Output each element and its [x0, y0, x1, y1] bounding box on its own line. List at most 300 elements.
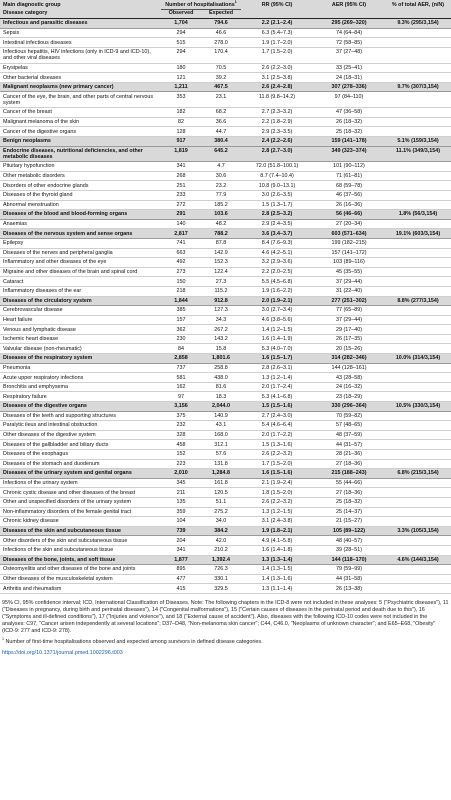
aer-cell: 295 (269–320)	[313, 19, 385, 29]
rr-cell: 1.4 (1.2–1.5)	[241, 325, 313, 335]
observed-cell: 663	[161, 248, 201, 258]
category-row	[0, 19, 451, 29]
pct-total-aer-cell	[385, 430, 451, 440]
observed-cell: 218	[161, 286, 201, 296]
footnote-doi	[2, 650, 449, 657]
aer-cell: 21 (15–27)	[313, 517, 385, 527]
header-aer: AER (95% CI)	[313, 0, 385, 9]
diagnostic-group-cell: Cataract	[0, 277, 161, 287]
expected-cell: 258.8	[201, 363, 241, 373]
rr-cell: 1.4 (1.3–1.6)	[241, 574, 313, 584]
observed-cell: 233	[161, 190, 201, 200]
aer-cell: 37 (27–48)	[313, 47, 385, 63]
rr-cell: 1.5 (1.5–1.6)	[241, 402, 313, 412]
diagnostic-group-cell: Valvular disease (non-rheumatic)	[0, 344, 161, 354]
diagnostic-group-cell: Erysipelas	[0, 63, 161, 73]
pct-total-aer-cell	[385, 411, 451, 421]
observed-cell: 895	[161, 565, 201, 575]
observed-cell: 294	[161, 28, 201, 38]
expected-cell: 794.6	[201, 19, 241, 29]
expected-cell: 127.3	[201, 306, 241, 316]
rr-cell: 8.4 (7.6–9.3)	[241, 238, 313, 248]
table-row	[0, 127, 451, 137]
table-row	[0, 545, 451, 555]
header-blank-rr	[241, 9, 313, 19]
pct-total-aer-cell	[385, 315, 451, 325]
observed-cell: 182	[161, 108, 201, 118]
observed-cell: 121	[161, 73, 201, 83]
aer-cell: 159 (141–178)	[313, 136, 385, 146]
aer-cell: 70 (59–82)	[313, 411, 385, 421]
expected-cell: 44.7	[201, 127, 241, 137]
header-hospitalisations-sup: 1	[234, 0, 237, 5]
diagnostic-group-cell: Diseases of the esophagus	[0, 450, 161, 460]
expected-cell: 1,801.6	[201, 354, 241, 364]
observed-cell: 353	[161, 92, 201, 108]
rr-cell: 1.7 (1.5–2.0)	[241, 459, 313, 469]
aer-cell: 74 (64–84)	[313, 28, 385, 38]
pct-total-aer-cell: 10.5% (330/3,154)	[385, 402, 451, 412]
aer-cell: 55 (44–66)	[313, 478, 385, 488]
expected-cell: 23.1	[201, 92, 241, 108]
expected-cell: 115.2	[201, 286, 241, 296]
expected-cell: 384.2	[201, 526, 241, 536]
expected-cell: 142.9	[201, 248, 241, 258]
diagnostic-group-cell: Inflammatory diseases of the ear	[0, 286, 161, 296]
footnote-number-sup: 1	[2, 637, 4, 642]
expected-cell: 70.5	[201, 63, 241, 73]
observed-cell: 2,010	[161, 469, 201, 479]
observed-cell: 1,704	[161, 19, 201, 29]
table-row	[0, 574, 451, 584]
diagnostic-group-cell: Diseases of the circulatory system	[0, 296, 161, 306]
pct-total-aer-cell	[385, 536, 451, 546]
rr-cell: 2.8 (2.7–3.0)	[241, 146, 313, 162]
diagnostic-group-cell: Diseases of the digestive organs	[0, 402, 161, 412]
expected-cell: 645.2	[201, 146, 241, 162]
rr-cell: 2.6 (2.2–3.2)	[241, 497, 313, 507]
rr-cell: 1.6 (1.4–1.8)	[241, 545, 313, 555]
diagnostic-group-cell: Bronchitis and emphysema	[0, 382, 161, 392]
expected-cell: 380.4	[201, 136, 241, 146]
expected-cell: 120.5	[201, 488, 241, 498]
expected-cell: 48.2	[201, 219, 241, 229]
observed-cell: 362	[161, 325, 201, 335]
aer-cell: 26 (16–36)	[313, 200, 385, 210]
expected-cell: 152.3	[201, 258, 241, 268]
rr-cell: 4.9 (4.1–5.8)	[241, 536, 313, 546]
aer-cell: 43 (28–58)	[313, 373, 385, 383]
footnote-abbreviations: 95% CI, 95% confidence interval; ICD, International Classification of Diseases. Note: The following chapters in the ICD-8 were not included in these analyses: 5 ("Psychiatric diseases"), 11 ("Diseases in pregnancy, during birth and perinatal diseases"), 14 ("Congenital malformations"), 15 ("Certain causes of diseases in the perinatal period and death due to this"), 16 ("Symptoms and ill-defined conditions"), 17 ("Injuries and violence"), and 18 ("External cause of accident"). Also, diseases with the following ICD-10 codes were not included in the analyses: C97, "Cancer arisen independently at several locations"; D37–D48, "Non-melanoma skin cancer"; C44, C46.0, "Neoplasms of unknown character"; and E65–E68, "Obesity" (ICD-9: 277 and ICD-9: 278).	[2, 599, 449, 635]
category-row	[0, 354, 451, 364]
pct-total-aer-cell	[385, 497, 451, 507]
pct-total-aer-cell	[385, 488, 451, 498]
table-row	[0, 248, 451, 258]
aer-cell: 144 (128–161)	[313, 363, 385, 373]
expected-cell: 68.2	[201, 108, 241, 118]
aer-cell: 39 (28–51)	[313, 545, 385, 555]
pct-total-aer-cell	[385, 73, 451, 83]
aer-cell: 27 (18–36)	[313, 459, 385, 469]
expected-cell: 275.2	[201, 507, 241, 517]
pct-total-aer-cell	[385, 92, 451, 108]
observed-cell: 345	[161, 478, 201, 488]
expected-cell: 161.8	[201, 478, 241, 488]
observed-cell: 581	[161, 373, 201, 383]
table-row	[0, 382, 451, 392]
expected-cell: 170.4	[201, 47, 241, 63]
observed-cell: 328	[161, 430, 201, 440]
pct-total-aer-cell	[385, 459, 451, 469]
observed-cell: 492	[161, 258, 201, 268]
observed-cell: 458	[161, 440, 201, 450]
rr-cell: 1.9 (1.8–2.1)	[241, 526, 313, 536]
diagnostic-group-cell: Acute upper respiratory infections	[0, 373, 161, 383]
rr-cell: 2.0 (1.7–2.2)	[241, 430, 313, 440]
pct-total-aer-cell: 8.8% (277/3,154)	[385, 296, 451, 306]
category-row	[0, 146, 451, 162]
rr-cell: 3.0 (2.7–3.4)	[241, 306, 313, 316]
rr-cell: 2.2 (1.8–2.9)	[241, 117, 313, 127]
rr-cell: 2.6 (2.4–2.8)	[241, 82, 313, 92]
aer-cell: 29 (17–40)	[313, 325, 385, 335]
observed-cell: 477	[161, 574, 201, 584]
aer-cell: 79 (59–99)	[313, 565, 385, 575]
observed-cell: 1,877	[161, 555, 201, 565]
rr-cell: 8.7 (7.4–10.4)	[241, 171, 313, 181]
table-row	[0, 286, 451, 296]
pct-total-aer-cell	[385, 373, 451, 383]
rr-cell: 1.6 (1.4–1.9)	[241, 334, 313, 344]
rr-cell: 3.2 (2.9–3.6)	[241, 258, 313, 268]
observed-cell: 341	[161, 545, 201, 555]
observed-cell: 341	[161, 162, 201, 172]
diagnostic-group-cell: Malignant neoplasms (new primary cancer)	[0, 82, 161, 92]
pct-total-aer-cell	[385, 450, 451, 460]
diagnostic-group-cell: Sepsis	[0, 28, 161, 38]
diagnostic-group-cell: Diseases of the urinary system and genital organs	[0, 469, 161, 479]
header-blank-aer	[313, 9, 385, 19]
table-row	[0, 171, 451, 181]
pct-total-aer-cell: 10.0% (314/3,154)	[385, 354, 451, 364]
diagnostic-group-cell: Venous and lymphatic disease	[0, 325, 161, 335]
observed-cell: 415	[161, 584, 201, 594]
table-row	[0, 181, 451, 191]
pct-total-aer-cell	[385, 277, 451, 287]
category-row	[0, 469, 451, 479]
aer-cell: 314 (282–346)	[313, 354, 385, 364]
observed-cell: 2,817	[161, 229, 201, 239]
diagnostic-group-cell: Diseases of the teeth and supporting structures	[0, 411, 161, 421]
aer-cell: 24 (16–32)	[313, 382, 385, 392]
observed-cell: 1,819	[161, 146, 201, 162]
pct-total-aer-cell	[385, 38, 451, 48]
rr-cell: 2.8 (2.5–3.2)	[241, 210, 313, 220]
rr-cell: 2.1 (1.9–2.4)	[241, 478, 313, 488]
table-row	[0, 108, 451, 118]
table-row	[0, 334, 451, 344]
aer-cell: 25 (18–32)	[313, 127, 385, 137]
observed-cell: 739	[161, 526, 201, 536]
diagnostic-group-cell: Cerebrovascular disease	[0, 306, 161, 316]
pct-total-aer-cell	[385, 219, 451, 229]
pct-total-aer-cell	[385, 171, 451, 181]
table-footnotes	[0, 594, 451, 658]
pct-total-aer-cell: 9.7% (307/3,154)	[385, 82, 451, 92]
expected-cell: 77.9	[201, 190, 241, 200]
rr-cell: 4.6 (4.2–5.1)	[241, 248, 313, 258]
category-row	[0, 402, 451, 412]
diagnostic-group-cell: Other disorders of the skin and subcutaneous tissue	[0, 536, 161, 546]
pct-total-aer-cell	[385, 565, 451, 575]
table-row	[0, 219, 451, 229]
observed-cell: 128	[161, 127, 201, 137]
diagnostic-group-cell: Migraine and other diseases of the brain and spinal cord	[0, 267, 161, 277]
category-row	[0, 210, 451, 220]
aer-cell: 26 (17–35)	[313, 334, 385, 344]
pct-total-aer-cell	[385, 127, 451, 137]
diagnostic-group-cell: Diseases of the blood and blood-forming organs	[0, 210, 161, 220]
pct-total-aer-cell	[385, 325, 451, 335]
rr-cell: 1.5 (1.3–1.6)	[241, 440, 313, 450]
aer-cell: 72 (58–85)	[313, 38, 385, 48]
rr-cell: 5.3 (4.0–7.0)	[241, 344, 313, 354]
expected-cell: 81.6	[201, 382, 241, 392]
observed-cell: 150	[161, 277, 201, 287]
table-header	[0, 0, 451, 19]
diagnostic-group-cell: Disorders of other endocrine glands	[0, 181, 161, 191]
pct-total-aer-cell	[385, 28, 451, 38]
observed-cell: 741	[161, 238, 201, 248]
diagnostic-group-cell: Epilepsy	[0, 238, 161, 248]
observed-cell: 2,858	[161, 354, 201, 364]
expected-cell: 278.0	[201, 38, 241, 48]
observed-cell: 162	[161, 382, 201, 392]
rr-cell: 1.3 (1.3–1.4)	[241, 555, 313, 565]
category-row	[0, 229, 451, 239]
table-body	[0, 19, 451, 594]
rr-cell: 1.7 (1.5–2.0)	[241, 47, 313, 63]
table-row	[0, 517, 451, 527]
pct-total-aer-cell: 9.3% (295/3,154)	[385, 19, 451, 29]
table-row	[0, 497, 451, 507]
rr-cell: 2.6 (2.2–3.0)	[241, 63, 313, 73]
diagnostic-group-cell: Diseases of the thyroid gland	[0, 190, 161, 200]
pct-total-aer-cell	[385, 248, 451, 258]
aer-cell: 28 (21–36)	[313, 450, 385, 460]
pct-total-aer-cell	[385, 517, 451, 527]
table-row	[0, 584, 451, 594]
table-row	[0, 565, 451, 575]
rr-cell: 1.9 (1.6–2.2)	[241, 286, 313, 296]
diagnostic-group-cell: Arthritis and rheumatism	[0, 584, 161, 594]
aer-cell: 31 (22–40)	[313, 286, 385, 296]
rr-cell: 1.3 (1.1–1.4)	[241, 584, 313, 594]
pct-total-aer-cell	[385, 117, 451, 127]
pct-total-aer-cell: 11.1% (349/3,154)	[385, 146, 451, 162]
table-row	[0, 373, 451, 383]
expected-cell: 2,044.0	[201, 402, 241, 412]
rr-cell: 2.6 (2.2–3.2)	[241, 450, 313, 460]
header-pct-total-aer: % of total AER, (n/N)	[385, 0, 451, 9]
aer-cell: 48 (40–57)	[313, 536, 385, 546]
table-row	[0, 430, 451, 440]
observed-cell: 140	[161, 219, 201, 229]
pct-total-aer-cell	[385, 478, 451, 488]
table-row	[0, 325, 451, 335]
aer-cell: 307 (278–336)	[313, 82, 385, 92]
pct-total-aer-cell	[385, 108, 451, 118]
rr-cell: 1.9 (1.7–2.0)	[241, 38, 313, 48]
diagnostic-group-cell: Malignant melanoma of the skin	[0, 117, 161, 127]
diagnostic-group-cell: Paralytic ileus and intestinal obstruction	[0, 421, 161, 431]
diagnostic-group-cell: Other diseases of the digestive system	[0, 430, 161, 440]
table-row	[0, 363, 451, 373]
expected-cell: 103.6	[201, 210, 241, 220]
category-row	[0, 82, 451, 92]
rr-cell: 3.1 (2.4–3.8)	[241, 517, 313, 527]
rr-cell: 2.7 (2.3–3.2)	[241, 108, 313, 118]
aer-cell: 23 (18–29)	[313, 392, 385, 402]
aer-cell: 157 (141–172)	[313, 248, 385, 258]
table-row	[0, 190, 451, 200]
rr-cell: 1.3 (1.2–1.4)	[241, 373, 313, 383]
diagnostic-group-cell: Other and unspecified disorders of the urinary system	[0, 497, 161, 507]
observed-cell: 359	[161, 507, 201, 517]
table-row	[0, 411, 451, 421]
diagnostic-group-cell: Diseases of the stomach and duodenum	[0, 459, 161, 469]
category-row	[0, 136, 451, 146]
diagnostic-group-cell: Osteomyelitis and other diseases of the bone and joints	[0, 565, 161, 575]
pct-total-aer-cell	[385, 200, 451, 210]
expected-cell: 726.3	[201, 565, 241, 575]
rr-cell: 1.5 (1.3–1.7)	[241, 200, 313, 210]
aer-cell: 56 (46–66)	[313, 210, 385, 220]
pct-total-aer-cell	[385, 584, 451, 594]
observed-cell: 1,211	[161, 82, 201, 92]
observed-cell: 223	[161, 459, 201, 469]
doi-link[interactable]: https://doi.org/10.1371/journal.pmed.1002296.t003	[2, 650, 123, 657]
category-row	[0, 555, 451, 565]
observed-cell: 917	[161, 136, 201, 146]
expected-cell: 27.3	[201, 277, 241, 287]
pct-total-aer-cell	[385, 47, 451, 63]
pct-total-aer-cell	[385, 286, 451, 296]
observed-cell: 375	[161, 411, 201, 421]
table-row	[0, 440, 451, 450]
table-row	[0, 47, 451, 63]
aer-cell: 44 (31–58)	[313, 574, 385, 584]
observed-cell: 82	[161, 117, 201, 127]
diagnostic-group-cell: Pneumonia	[0, 363, 161, 373]
diagnostic-group-cell: Abnormal menstruation	[0, 200, 161, 210]
pct-total-aer-cell: 1.8% (56/3,154)	[385, 210, 451, 220]
rr-cell: 1.6 (1.5–1.7)	[241, 354, 313, 364]
table-row	[0, 63, 451, 73]
rr-cell: 1.4 (1.3–1.5)	[241, 565, 313, 575]
rr-cell: 5.5 (4.5–6.8)	[241, 277, 313, 287]
aer-cell: 199 (182–215)	[313, 238, 385, 248]
rr-cell: 2.9 (2.3–3.5)	[241, 127, 313, 137]
table-row	[0, 73, 451, 83]
pct-total-aer-cell: 19.1% (603/3,154)	[385, 229, 451, 239]
diagnostic-group-cell: Diseases of the gallbladder and biliary ducts	[0, 440, 161, 450]
observed-cell: 84	[161, 344, 201, 354]
pct-total-aer-cell	[385, 545, 451, 555]
rr-cell: 3.1 (2.5–3.8)	[241, 73, 313, 83]
diagnostic-group-cell: Inflammatory and other diseases of the eye	[0, 258, 161, 268]
header-disease-category: Disease category	[0, 9, 161, 19]
observed-cell: 97	[161, 392, 201, 402]
observed-cell: 3,156	[161, 402, 201, 412]
diagnostic-group-cell: Respiratory failure	[0, 392, 161, 402]
rr-cell: 2.9 (2.4–3.5)	[241, 219, 313, 229]
aer-cell: 105 (89–122)	[313, 526, 385, 536]
pct-total-aer-cell: 5.1% (159/3,154)	[385, 136, 451, 146]
observed-cell: 385	[161, 306, 201, 316]
aer-cell: 144 (118–170)	[313, 555, 385, 565]
table-row	[0, 315, 451, 325]
expected-cell: 312.1	[201, 440, 241, 450]
aer-cell: 25 (14–37)	[313, 507, 385, 517]
diagnostic-group-cell: Intestinal infectious diseases	[0, 38, 161, 48]
expected-cell: 42.0	[201, 536, 241, 546]
header-hospitalisations	[161, 0, 241, 9]
aer-cell: 37 (29–44)	[313, 315, 385, 325]
pct-total-aer-cell	[385, 334, 451, 344]
table-row	[0, 344, 451, 354]
table-row	[0, 238, 451, 248]
expected-cell: 168.0	[201, 430, 241, 440]
pct-total-aer-cell	[385, 440, 451, 450]
pct-total-aer-cell	[385, 267, 451, 277]
table-row	[0, 267, 451, 277]
pct-total-aer-cell	[385, 258, 451, 268]
aer-cell: 46 (37–56)	[313, 190, 385, 200]
rr-cell: 2.0 (1.7–2.4)	[241, 382, 313, 392]
pct-total-aer-cell: 4.6% (144/3,154)	[385, 555, 451, 565]
pct-total-aer-cell	[385, 363, 451, 373]
diagnostic-group-cell: Infections of the urinary system	[0, 478, 161, 488]
expected-cell: 34.0	[201, 517, 241, 527]
table-row	[0, 258, 451, 268]
pct-total-aer-cell	[385, 344, 451, 354]
aer-cell: 277 (251–302)	[313, 296, 385, 306]
diagnostic-group-cell: Cancer of the breast	[0, 108, 161, 118]
header-diagnostic-group: Main diagnostic group	[0, 0, 161, 9]
table-row	[0, 117, 451, 127]
header-expected: Expected	[201, 9, 241, 19]
observed-cell: 135	[161, 497, 201, 507]
observed-cell: 157	[161, 315, 201, 325]
category-row	[0, 296, 451, 306]
rr-cell: 3.6 (3.4–3.7)	[241, 229, 313, 239]
diagnostic-group-cell: Other diseases of the musculoskeletal system	[0, 574, 161, 584]
pct-total-aer-cell	[385, 181, 451, 191]
aer-cell: 349 (323–374)	[313, 146, 385, 162]
diagnostic-group-cell: Infections of the skin and subcutaneous tissue	[0, 545, 161, 555]
header-observed: Observed	[161, 9, 201, 19]
header-rr: RR (95% CI)	[241, 0, 313, 9]
header-blank-pct	[385, 9, 451, 19]
pct-total-aer-cell	[385, 63, 451, 73]
expected-cell: 330.1	[201, 574, 241, 584]
rr-cell: 11.8 (9.8–14.2)	[241, 92, 313, 108]
aer-cell: 33 (25–41)	[313, 63, 385, 73]
expected-cell: 87.8	[201, 238, 241, 248]
rr-cell: 1.8 (1.5–2.0)	[241, 488, 313, 498]
aer-cell: 26 (13–38)	[313, 584, 385, 594]
